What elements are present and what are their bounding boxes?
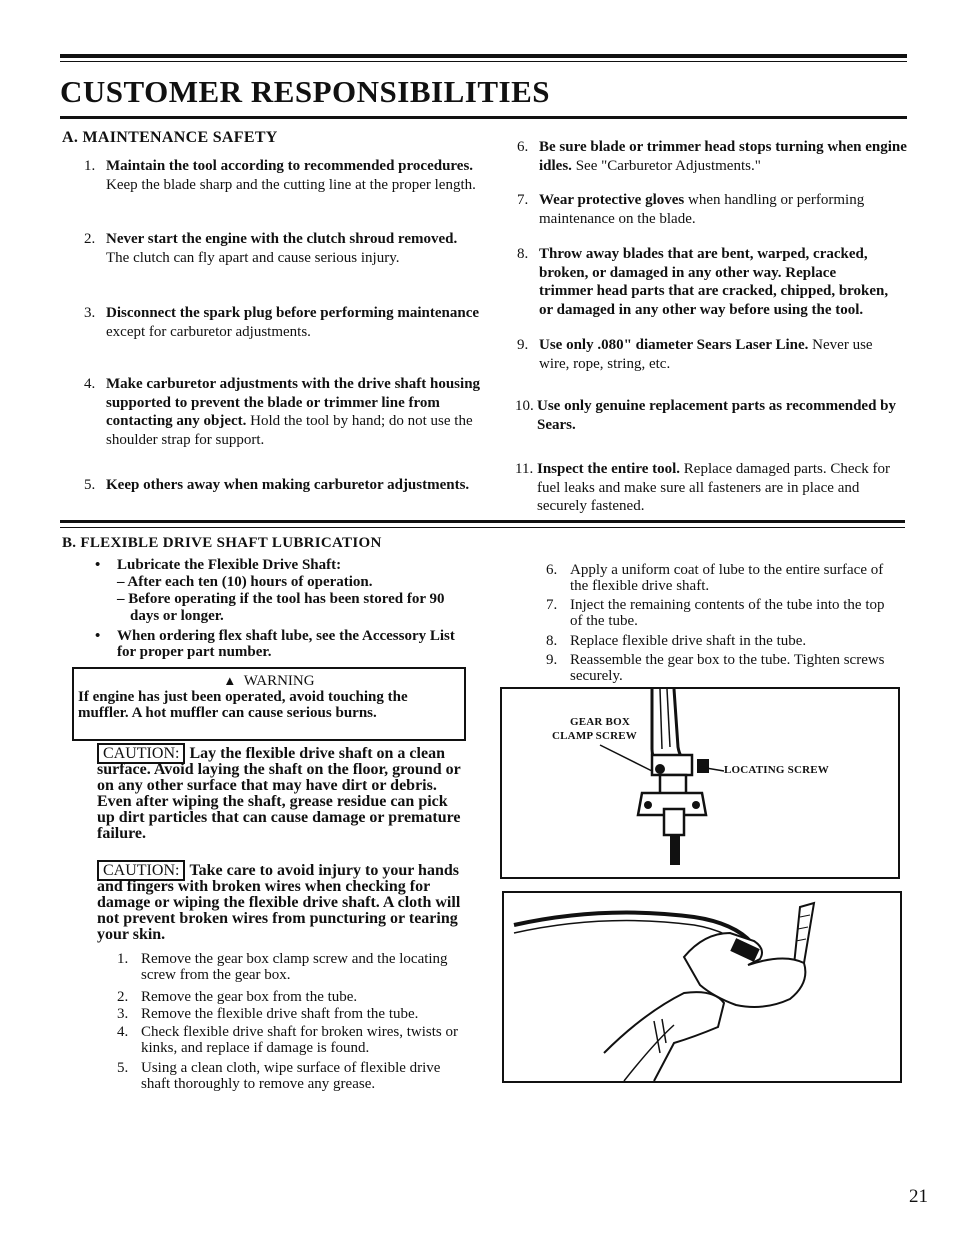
caution-paragraph: CAUTION: Take care to avoid injury to your hands and fingers with broken wires when checking for damage or wiping the flexible drive shaft. A cloth will not prevent broken wires from puncturing or tearing your skin. (97, 862, 461, 943)
warning-box (72, 667, 466, 741)
step-item: 9. Reassemble the gear box to the tube. Tighten screws securely. (546, 652, 885, 684)
list-item: 9. Use only .080" diameter Sears Laser Line. Never use wire, rope, string, etc. (517, 337, 873, 372)
page-number: 21 (909, 1186, 928, 1207)
section-b-heading: B. FLEXIBLE DRIVE SHAFT LUBRICATION (62, 535, 382, 551)
list-item: 6. Be sure blade or trimmer head stops turning when engine idles. See "Carburetor Adjustments." (517, 139, 907, 174)
section-rule-thick (60, 520, 905, 523)
list-item: 5. Keep others away when making carburetor adjustments. (84, 477, 470, 493)
top-rule-thick (60, 54, 907, 58)
clamp-screw-label: CLAMP SCREW (552, 730, 638, 742)
caution-paragraph: CAUTION: Lay the flexible drive shaft on a clean surface. Avoid laying the shaft on the floor, ground or on any other surface that may have dirt or debris. Even after wiping the shaft, grease residue can pick up dirt particles that can cause damage or premature failure. (97, 745, 461, 842)
list-item: 10. Use only genuine replacement parts as recommended by Sears. (515, 398, 897, 433)
step-item: 3. Remove the flexible drive shaft from the tube. (117, 1006, 419, 1022)
gear-box-illustration (502, 689, 898, 877)
step-item: 4. Check flexible drive shaft for broken wires, twists or kinks, and replace if damage is found. (117, 1024, 458, 1056)
list-item: 7. Wear protective gloves when handling or performing maintenance on the blade. (517, 192, 865, 227)
list-item: 11. Inspect the entire tool. Replace damaged parts. Check for fuel leaks and make sure all fasteners are in place and securely fastened. (515, 461, 890, 514)
step-item: 1. Remove the gear box clamp screw and the locating screw from the gear box. (117, 951, 448, 983)
bullet-item: • Lubricate the Flexible Drive Shaft: – After each ten (10) hours of operation. – Before operating if the tool has been stored for 90 days or longer. (95, 557, 445, 624)
caution-label: CAUTION: (97, 860, 185, 881)
hands-wiping-illustration (504, 893, 900, 1081)
step-item: 7. Inject the remaining contents of the tube into the top of the tube. (546, 597, 885, 629)
page-title: CUSTOMER RESPONSIBILITIES (60, 74, 551, 109)
list-item: 3. Disconnect the spark plug before performing maintenance except for carburetor adjustments. (84, 305, 480, 340)
top-rule-thin (60, 61, 907, 62)
list-item: 2. Never start the engine with the clutch shroud removed. The clutch can fly apart and cause serious injury. (84, 231, 458, 266)
step-item: 8. Replace flexible drive shaft in the tube. (546, 633, 807, 649)
locating-screw-label: LOCATING SCREW (724, 764, 829, 776)
gear-box-label: GEAR BOX (570, 716, 630, 728)
title-underline (60, 116, 907, 119)
list-item: 8. Throw away blades that are bent, warped, cracked, broken, or damaged in any other way. Replace trimmer head parts that are cracked, chipped, broken, or damaged in any other way before using the tool. (517, 246, 889, 318)
bullet-item: • When ordering flex shaft lube, see the Accessory List for proper part number. (95, 628, 455, 660)
section-rule-thin (60, 527, 905, 528)
step-item: 2. Remove the gear box from the tube. (117, 989, 358, 1005)
warning-text: If engine has just been operated, avoid touching the muffler. A hot muffler can cause serious burns. (78, 689, 408, 721)
wiping-shaft-figure (502, 891, 902, 1083)
list-item: 1. Maintain the tool according to recommended procedures. Keep the blade sharp and the cutting line at the proper length. (84, 158, 476, 193)
list-item: 4. Make carburetor adjustments with the drive shaft housing supported to prevent the blade or trimmer line from contacting any object. Hold the tool by hand; do not use the shoulder strap for support. (84, 376, 481, 448)
warning-triangle-icon: ▲ (223, 673, 237, 688)
step-item: 5. Using a clean cloth, wipe surface of flexible drive shaft thoroughly to remove any grease. (117, 1060, 441, 1092)
section-a-heading: A. MAINTENANCE SAFETY (62, 129, 278, 146)
gear-box-figure (500, 687, 900, 879)
caution-label: CAUTION: (97, 743, 185, 764)
step-item: 6. Apply a uniform coat of lube to the entire surface of the flexible drive shaft. (546, 562, 884, 594)
warning-title: ▲ WARNING (223, 673, 315, 689)
